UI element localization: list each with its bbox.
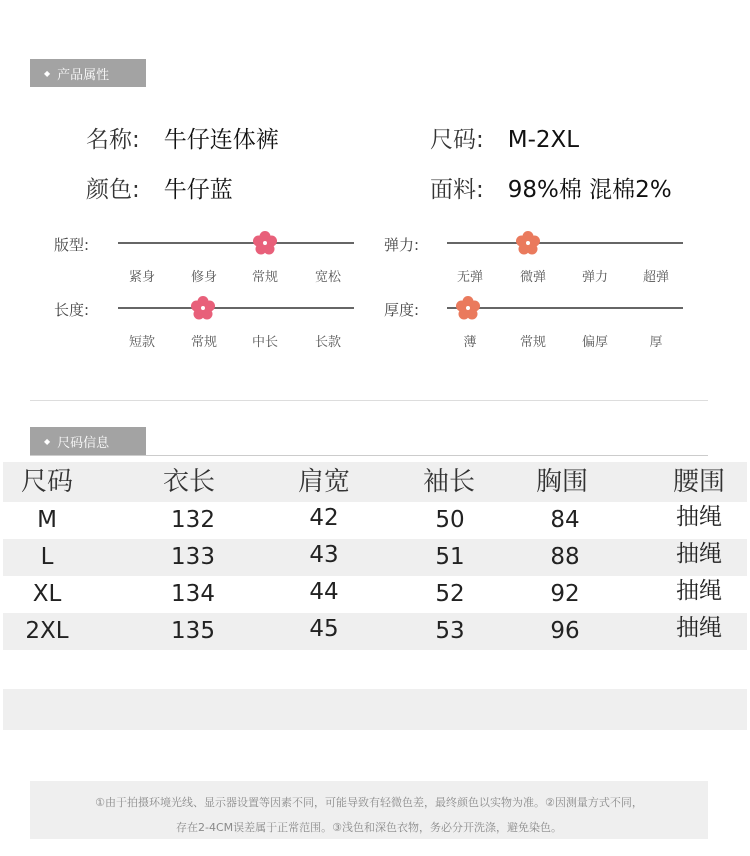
fit-option: 宽松 <box>314 270 341 285</box>
attr-name: 名称: 牛仔连体裤 <box>86 127 279 153</box>
column-header: 肩宽 <box>297 467 350 497</box>
fit-option: 修身 <box>190 270 217 285</box>
stretch-option: 弹力 <box>581 270 608 285</box>
attr-fabric: 面料: 98%棉 混棉2% <box>430 177 672 203</box>
size-table <box>3 462 747 650</box>
attr-color: 颜色: 牛仔蓝 <box>86 177 233 203</box>
fit-option: 紧身 <box>128 270 155 285</box>
note-line: 存在2-4CM误差属于正常范围。③浅色和深色衣物，务必分开洗涤，避免染色。 <box>176 821 562 834</box>
length-scale-track <box>118 307 354 309</box>
stretch-option: 微弹 <box>519 270 546 285</box>
section-divider <box>30 400 708 401</box>
fit-scale-track <box>118 242 354 244</box>
column-header: 衣长 <box>162 467 215 497</box>
column-header: 胸围 <box>535 467 588 497</box>
diamond-bullet-icon: ◆ <box>44 68 51 78</box>
stretch-scale-label: 弹力: <box>384 236 420 254</box>
stretch-option: 超弹 <box>642 270 669 285</box>
flower-marker-icon <box>515 230 541 256</box>
attr-size: 尺码: M-2XL <box>430 127 580 153</box>
section-divider <box>30 455 708 456</box>
table-row: XL 134 44 52 92 抽绳 <box>32 578 722 607</box>
column-header: 尺码 <box>20 467 73 497</box>
stretch-option: 无弹 <box>456 270 483 285</box>
length-option: 短款 <box>128 335 155 350</box>
fit-option: 常规 <box>251 270 278 285</box>
size-info-tag <box>30 427 146 455</box>
length-option: 中长 <box>251 335 278 350</box>
thickness-option: 厚 <box>649 335 663 350</box>
thickness-option: 常规 <box>519 335 546 350</box>
length-scale-label: 长度: <box>54 301 90 319</box>
product-attributes-tag <box>30 59 146 87</box>
attr-name-value: 牛仔连体裤 <box>163 127 279 153</box>
flower-marker-icon <box>455 295 481 321</box>
thickness-scale-label: 厚度: <box>384 301 420 319</box>
flower-marker-icon <box>190 295 216 321</box>
flower-marker-icon <box>252 230 278 256</box>
empty-table-row <box>3 689 747 730</box>
section-title: 尺码信息 <box>57 435 110 451</box>
attr-size-value: M-2XL <box>507 127 580 153</box>
attr-fabric-value: 98%棉 混棉2% <box>507 177 672 203</box>
note-line: ①由于拍摄环境光线、显示器设置等因素不同，可能导致有轻微色差，最终颜色以实物为准。②因测量方式不同， <box>95 796 643 809</box>
thickness-option: 偏厚 <box>581 335 608 350</box>
disclaimer-note <box>30 781 708 839</box>
fit-scale-label: 版型: <box>54 236 90 254</box>
section-title: 产品属性 <box>57 67 110 83</box>
table-row: 2XL 135 45 53 96 抽绳 <box>3 613 747 650</box>
column-header: 袖长 <box>422 467 475 497</box>
thickness-scale-track <box>447 307 683 309</box>
thickness-option: 薄 <box>463 335 477 350</box>
table-header-row <box>3 462 747 502</box>
table-row: M 132 42 50 84 抽绳 <box>37 504 722 533</box>
attr-color-value: 牛仔蓝 <box>163 177 233 203</box>
length-option: 常规 <box>190 335 217 350</box>
column-header: 腰围 <box>672 467 725 497</box>
table-row: L 133 43 51 88 抽绳 <box>3 539 747 576</box>
stretch-scale-track <box>447 242 683 244</box>
length-option: 长款 <box>314 335 341 350</box>
diamond-bullet-icon: ◆ <box>44 436 51 446</box>
